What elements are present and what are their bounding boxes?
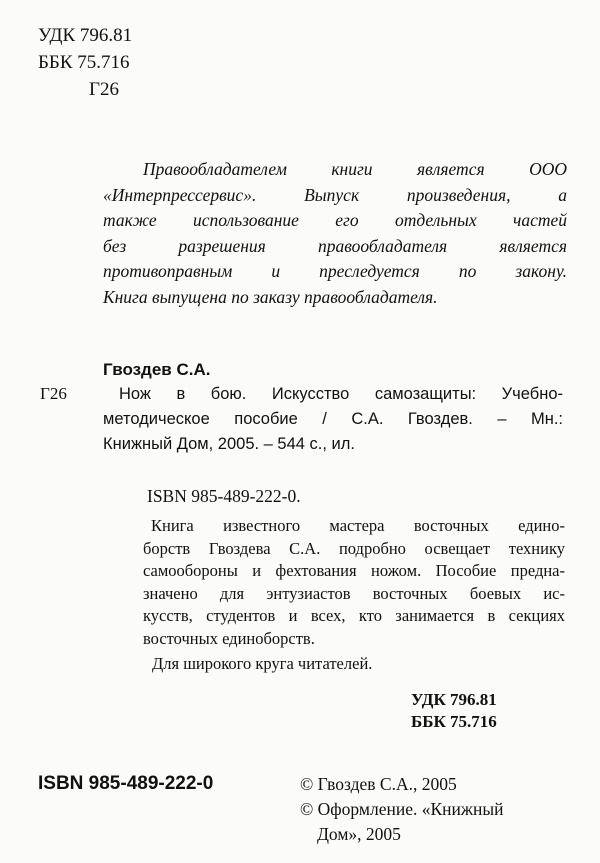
copyright-design-continued: Дом», 2005 — [317, 824, 401, 844]
biblio-line: методическое пособие / С.А. Гвоздев. – Мн.: — [103, 410, 563, 428]
udk-code: УДК 796.81 — [38, 25, 133, 46]
rights-line: Правообладателем книги является ООО — [143, 159, 567, 179]
isbn-footer: ISBN 985-489-222-0 — [38, 773, 214, 794]
annotation-line: кусств, студентов и всех, кто занимается в секциях — [143, 606, 565, 625]
annotation-line: восточных единоборств. — [143, 628, 315, 648]
bottom-classification-codes — [411, 689, 497, 733]
copyright-author: © Гвоздев С.А., 2005 — [300, 774, 457, 794]
rights-line: Книга выпущена по заказу правообладателя. — [103, 286, 438, 307]
rights-line: также использование его отдельных частей — [103, 210, 567, 230]
author-mark: Г26 — [89, 79, 119, 100]
udk-code-bottom: УДК 796.81 — [411, 690, 497, 709]
audience-note: Для широкого круга читателей. — [152, 654, 373, 673]
copyright-design: © Оформление. «Книжный — [300, 799, 504, 819]
annotation-line: значено для энтузиастов восточных боевых ис- — [143, 583, 565, 603]
biblio-line: Книжный Дом, 2005. – 544 с., ил. — [103, 435, 355, 453]
rights-line: «Интерпрессервис». Выпуск произведения, а — [103, 184, 567, 205]
bbk-code: ББК 75.716 — [38, 52, 130, 73]
annotation — [143, 515, 565, 650]
author-name: Гвоздев С.А. — [103, 360, 211, 379]
rights-line: противоправным и преследуется по закону. — [103, 261, 567, 281]
rights-notice — [103, 157, 567, 310]
biblio-line: Нож в бою. Искусство самозащиты: Учебно- — [119, 385, 563, 403]
annotation-line: самообороны и фехтования ножом. Пособие предна- — [143, 561, 565, 580]
top-classification-codes — [38, 22, 132, 103]
annotation-line: борств Гвоздева С.А. подробно освещает технику — [143, 538, 565, 558]
rights-line: без разрешения правообладателя является — [103, 235, 567, 256]
isbn-bibliographic: ISBN 985-489-222-0. — [147, 486, 301, 506]
annotation-line: Книга известного мастера восточных едино- — [151, 516, 565, 535]
copyright-block — [300, 772, 503, 847]
bibliographic-description — [103, 382, 563, 457]
author-mark-bibliographic: Г26 — [40, 384, 67, 403]
bbk-code-bottom: ББК 75.716 — [411, 712, 497, 731]
